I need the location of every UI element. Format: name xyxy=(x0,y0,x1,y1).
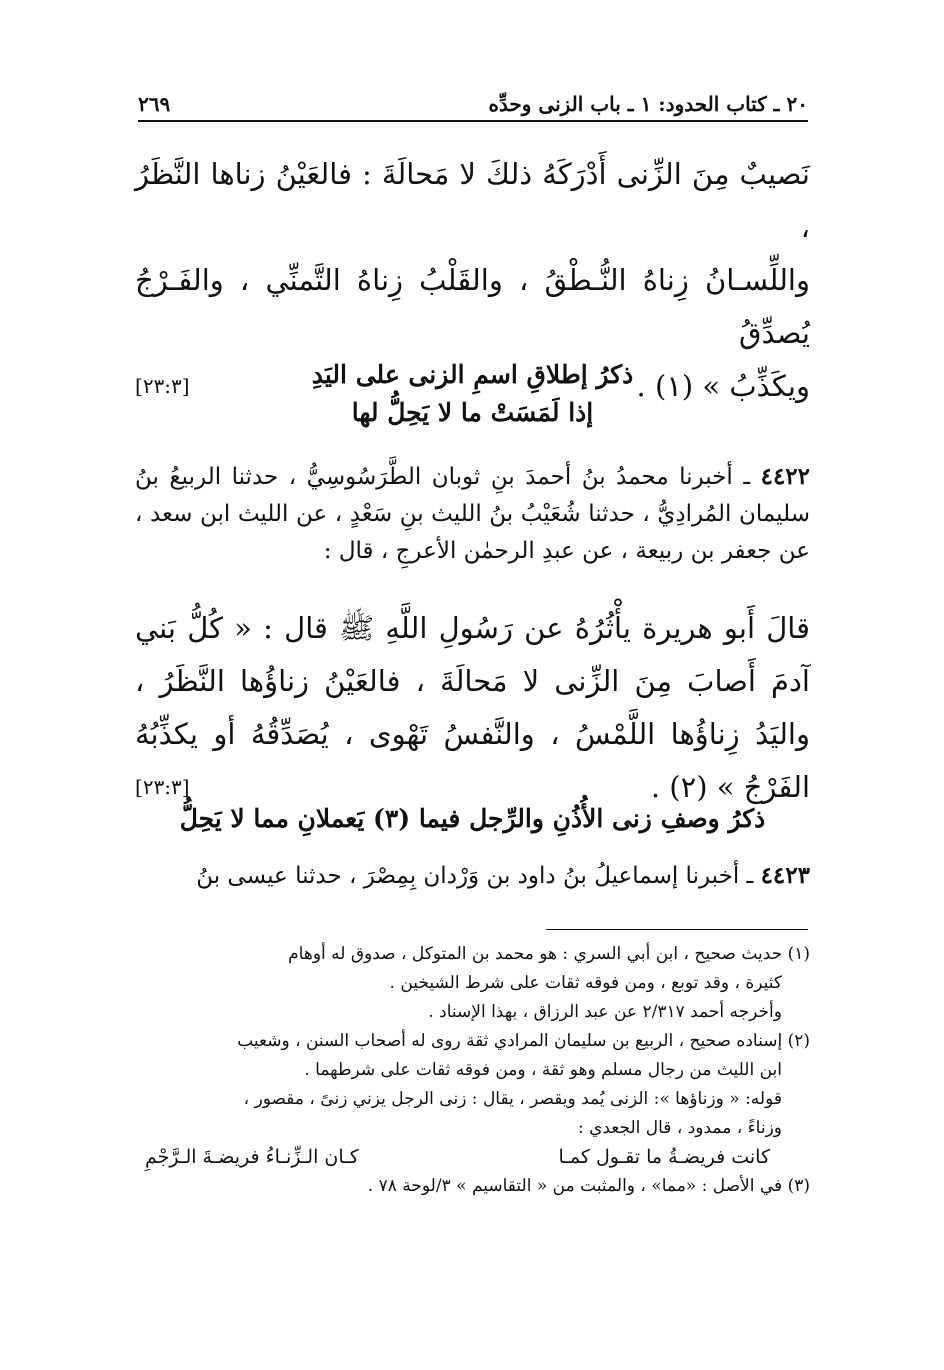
verse-hemistich: كانت فريضـةُ ما تقـول كمـا xyxy=(558,1146,770,1168)
footnote-line: (٢) إسناده صحيح ، الربيع بن سليمان المرادي ثقة روى له أصحاب السنن ، وشعيب xyxy=(237,1031,810,1051)
reference-marker: [٢٣:٣] xyxy=(135,775,190,799)
footnote-line: (١) حديث صحيح ، ابن أبي السري : هو محمد بن المتوكل ، صدوق له أوهام xyxy=(288,944,810,964)
hadith-isnad xyxy=(135,857,810,895)
top-passage-line: واللِّسـانُ زِناهُ النُّـطْقُ ، والقَلْبُ زِناهُ التَّمنِّي ، والفَـرْجُ يُصدِّقُ xyxy=(135,263,810,350)
heading-line: ذكرُ وصفِ زنى الأُذُنِ والرِّجل فيما (٣) يَعملانِ مما لا يَحِلُّ xyxy=(179,804,766,833)
footnote-line: (٣) في الأصل : «مما» ، والمثبت من « التقاسيم » ٣/لوحة ٧٨ . xyxy=(367,1176,810,1196)
hadith-isnad xyxy=(135,458,810,570)
footnotes xyxy=(135,940,810,1201)
running-title: ٢٠ ـ كتاب الحدود: ١ ـ باب الزنى وحدِّه xyxy=(488,92,808,116)
top-passage-line: ويكَذِّبُ » (١) . xyxy=(636,369,810,403)
top-passage-line: نَصيبٌ مِنَ الزِّنى أَدْرَكَهُ ذلكَ لا مَحالَةَ : فالعَيْنُ زناها النَّظَرُ ، xyxy=(135,157,810,244)
verse-hemistich: كـان الـزِّنـاءُ فريضـةَ الـرَّجْمِ xyxy=(145,1146,359,1168)
footnote-line: كثيرة ، وقد توبع ، ومن فوقه ثقات على شرط الشيخين . xyxy=(389,973,782,993)
footnote-line: ابن الليث من رجال مسلم وهو ثقة ، ومن فوقه ثقات على شرطهما . xyxy=(304,1060,782,1080)
footnote-line: وأخرجه أحمد ٢/٣١٧ عن عبد الرزاق ، بهذا الإسناد . xyxy=(428,1002,782,1022)
heading-line: ذكرُ إطلاقِ اسمِ الزنى على اليَدِ xyxy=(311,360,634,389)
reference-marker: [٢٣:٣] xyxy=(135,374,190,398)
isnad-text: ـ أخبرنا محمدُ بنُ أحمدَ بنِ ثوبان الطَّرَسُوسِيُّ ، حدثنا الربيعُ بنُ سليمان المُرادِيُّ ، حدثنا شُعَيْبُ بنُ الليث بنِ سَعْدٍ ، عن الليث ابن سعد ، عن جعفر بن ربيعة ، عن عبدِ الرحمٰن الأعرجِ ، قال : xyxy=(135,464,810,564)
page-number: ٢٦٩ xyxy=(138,92,171,116)
chapter-heading xyxy=(135,800,810,838)
footnote-separator xyxy=(546,929,808,930)
hadith-number: ٤٤٢٢ xyxy=(760,463,811,490)
footnote-line: قوله: « وزناؤها »: الزنى يُمد ويقصر ، يقال : زنى الرجل يزني زنىً ، مقصور ، xyxy=(243,1089,782,1109)
isnad-text: ـ أخبرنا إسماعيلُ بنُ داود بن وَرْدان بِمِصْرَ ، حدثنا عيسى بنُ xyxy=(196,863,754,889)
page-header xyxy=(138,90,808,122)
matn-text: قالَ أَبو هريرة يأْثُرُهُ عن رَسُولِ اللَّهِ ﷺ قال : « كُلُّ بَني آدمَ أَصابَ مِنَ الزِّنى لا مَحالَةَ ، فالعَيْنُ زناؤُها النَّظَرُ ، واليَدُ زِناؤُها اللَّمْسُ ، والنَّفسُ تَهْوى ، يُصَدِّقُهُ أو يكذِّبُهُ الفَرْجُ » (٢) . xyxy=(135,611,810,804)
chapter-heading xyxy=(135,356,810,432)
footnote-line: وزناءً ، ممدود ، قال الجعدي : xyxy=(577,1118,782,1138)
hadith-number: ٤٤٢٣ xyxy=(760,862,810,889)
hadith-matn xyxy=(135,602,810,814)
heading-line: إذا لَمَسَتْ ما لا يَحِلُّ لها xyxy=(351,398,594,427)
poetry-verse xyxy=(135,1143,810,1172)
